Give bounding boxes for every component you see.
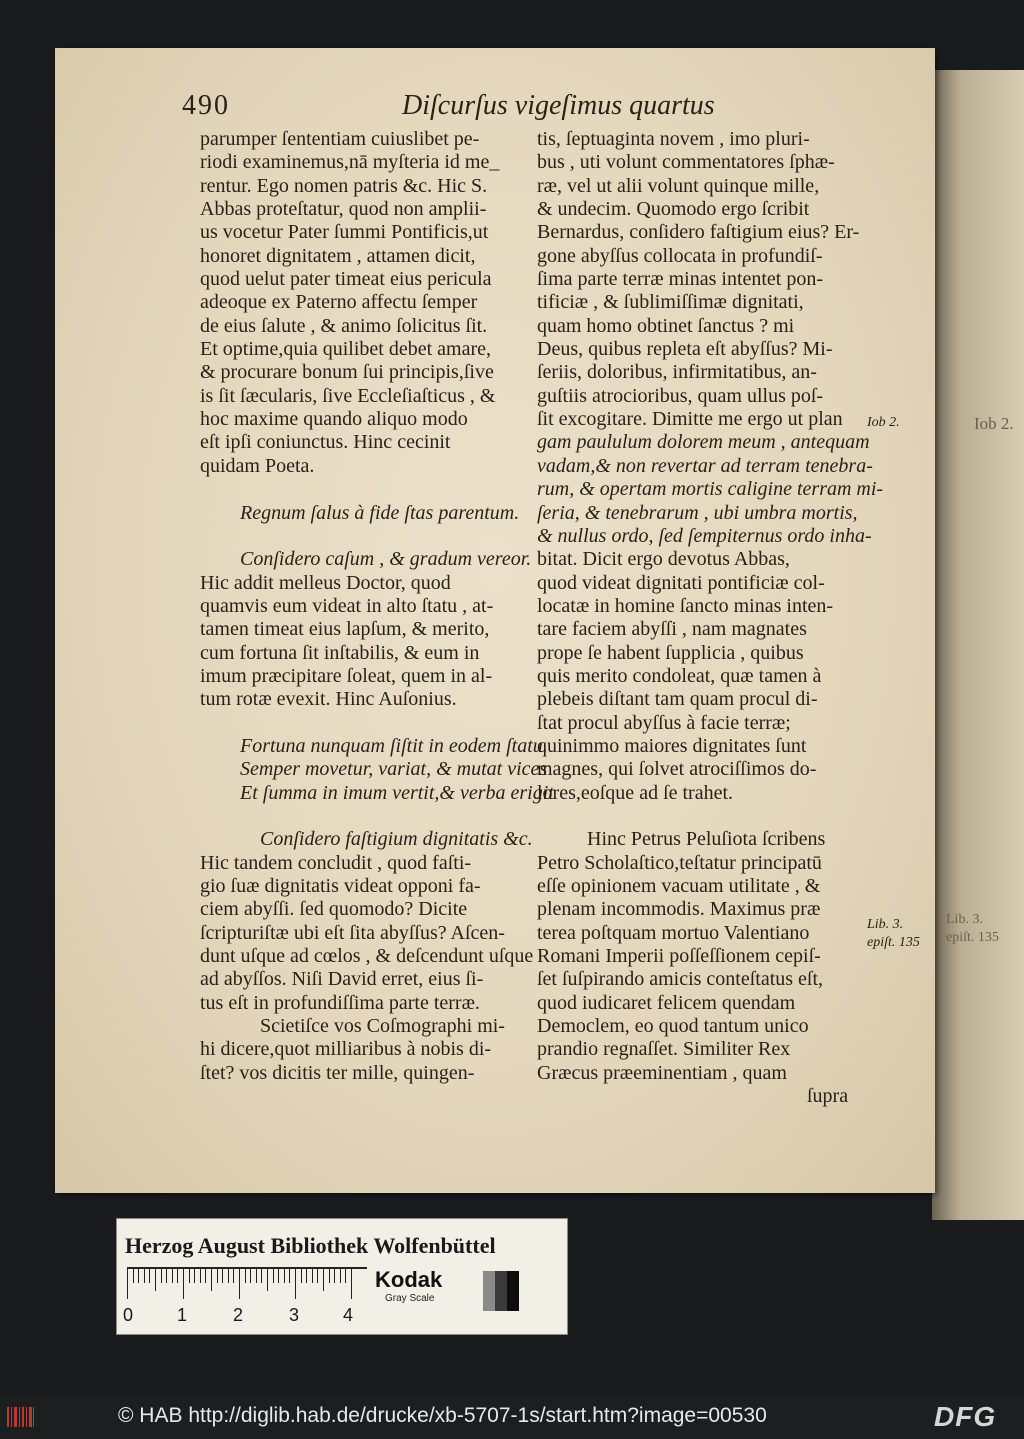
ruler-tick — [323, 1269, 324, 1291]
text-line: imum præcipitare ſoleat, quem in al- — [200, 664, 493, 687]
text-line: tum rotæ evexit. Hinc Auſonius. — [200, 688, 457, 711]
text-line: ciem abyſſi. ſed quomodo? Dicite — [200, 898, 468, 921]
text-line: Hic addit melleus Doctor, quod — [200, 571, 451, 594]
text-line: Romani Imperii poſſeſſionem cepiſ- — [537, 945, 821, 968]
ruler-tick — [228, 1269, 229, 1283]
ruler-tick — [250, 1269, 251, 1283]
text-line: quam homo obtinet ſanctus ? mi — [537, 314, 795, 337]
text-line: tamen timeat eius lapſum, & merito, — [200, 618, 490, 641]
text-line: eſt ipſi coniunctus. Hinc cecinit — [200, 431, 451, 454]
ruler-tick — [273, 1269, 274, 1283]
text-line: & undecim. Quomodo ergo ſcribit — [537, 198, 810, 221]
text-line: ſcripturiſtæ ubi eſt ſita abyſſus? Aſcen- — [200, 921, 505, 944]
text-line: ſeriis, doloribus, infirmitatibus, an- — [537, 361, 817, 384]
text-line: Abbas proteſtatur, quod non amplii- — [200, 198, 487, 221]
ruler-tick — [189, 1269, 190, 1283]
ruler-tick — [340, 1269, 341, 1283]
ruler-label: 0 — [123, 1305, 134, 1325]
viewer-footer — [0, 1395, 1024, 1439]
ruler-label: 3 — [289, 1305, 300, 1325]
text-line: Et optime,quia quilibet debet amare, — [200, 338, 492, 361]
copyright-link[interactable]: © HAB http://diglib.hab.de/drucke/xb-5707-1s/start.htm?image=00530 — [118, 1404, 767, 1427]
ruler-tick — [177, 1269, 178, 1283]
ruler-tick — [267, 1269, 268, 1291]
gray-patch — [483, 1271, 495, 1311]
text-line: magnes, qui ſolvet atrociſſimos do- — [537, 758, 817, 781]
text-line: Conſidero caſum , & gradum vereor. — [240, 548, 532, 571]
ruler-tick — [295, 1269, 296, 1299]
text-line: ſima parte terræ minas intentet pon- — [537, 268, 824, 291]
text-line: quis merito condoleat, quæ tamen à — [537, 664, 822, 687]
ruler-tick — [334, 1269, 335, 1283]
text-line: eſſe opinionem vacuam utilitate , & — [537, 875, 821, 897]
text-line: hoc maxime quando aliquo modo — [200, 408, 468, 431]
adjacent-page-edge — [932, 70, 1024, 1220]
ruler-tick — [284, 1269, 285, 1283]
blank-line — [200, 525, 530, 548]
ruler-tick — [239, 1269, 240, 1299]
text-line: Fortuna nunquam ſiſtit in eodem ſtatu. — [240, 734, 548, 757]
text-line: tare faciem abyſſi , nam magnates — [537, 618, 807, 641]
text-line: ſupra — [807, 1085, 849, 1108]
text-line: ræ, vel ut alii volunt quinque mille, — [537, 174, 820, 197]
ruler-tick — [166, 1269, 167, 1283]
text-line: locatæ in homine ſancto minas inten- — [537, 594, 834, 617]
text-line: quod iudicaret felicem quendam — [537, 991, 796, 1014]
text-line: lores,eoſque ad ſe trahet. — [537, 781, 734, 804]
text-line: quidam Poeta. — [200, 454, 315, 477]
ruler-tick — [351, 1269, 352, 1299]
text-line: Democlem, eo quod tantum unico — [537, 1015, 809, 1038]
text-line: quamvis eum videat in alto ſtatu , at- — [200, 594, 494, 617]
ruler-tick — [245, 1269, 246, 1283]
text-line: quod uelut pater timeat eius pericula — [200, 268, 492, 291]
ruler-tick — [301, 1269, 302, 1283]
book-page — [55, 48, 935, 1193]
text-line: parumper ſententiam cuiuslibet pe- — [200, 128, 480, 150]
text-line: Hic tandem concludit , quod faſti- — [200, 851, 472, 874]
gray-scale-label: Gray Scale — [385, 1293, 435, 1304]
text-line: Scietiſce vos Coſmographi mi- — [260, 1015, 505, 1038]
ruler-tick — [138, 1269, 139, 1283]
margin-note-epist: epiſt. 135 — [867, 935, 920, 950]
adjacent-page-margin-note: Lib. 3. — [946, 912, 983, 927]
ruler-tick — [217, 1269, 218, 1283]
ruler-tick — [289, 1269, 290, 1283]
ruler-tick — [161, 1269, 162, 1283]
text-line: gio ſuæ dignitatis videat opponi fa- — [200, 875, 481, 897]
adjacent-page-margin-note: epiſt. 135 — [946, 930, 999, 945]
running-title: Diſcurſus vigeſimus quartus — [402, 90, 715, 121]
ruler-tick — [127, 1269, 128, 1299]
text-line: bus , uti volunt commentatores ſphæ- — [537, 151, 835, 174]
text-line: plenam incommodis. Maximus præ — [537, 898, 821, 921]
margin-note-lib: Lib. 3. — [867, 917, 904, 932]
ruler-tick — [317, 1269, 318, 1283]
ruler-tick — [345, 1269, 346, 1283]
text-line: rentur. Ego nomen patris &c. Hic S. — [200, 174, 488, 197]
text-line: ſtet? vos dicitis ter mille, quingen- — [200, 1061, 475, 1084]
ruler-tick — [205, 1269, 206, 1283]
gray-patch — [495, 1271, 507, 1311]
blank-line — [200, 478, 530, 501]
running-head — [55, 90, 935, 126]
text-line: ſet ſuſpirando amicis conteſtatus eſt, — [537, 968, 824, 991]
text-line: guſtiis atrocioribus, quam ullus poſ- — [537, 384, 824, 407]
ruler-tick — [222, 1269, 223, 1283]
text-line: Hinc Petrus Peluſiota ſcribens — [587, 828, 826, 851]
ruler-tick — [183, 1269, 184, 1299]
ruler-tick — [211, 1269, 212, 1291]
ruler-label: 4 — [343, 1305, 354, 1325]
text-line: Petro Scholaſtico,teſtatur principatū — [537, 851, 822, 874]
text-line: ſtat procul abyſſus à facie terræ; — [537, 711, 791, 734]
text-line: prandio regnaſſet. Similiter Rex — [537, 1038, 791, 1061]
kodak-logo: Kodak — [375, 1267, 443, 1292]
library-name: Herzog August Bibliothek Wolfenbüttel — [125, 1233, 496, 1258]
text-column-left — [200, 128, 554, 1085]
text-line: hi dicere,quot milliaribus à nobis di- — [200, 1038, 492, 1061]
ruler-tick — [194, 1269, 195, 1283]
text-line: gone abyſſus collocata in profundiſ- — [537, 244, 823, 267]
text-line: prope ſe habent ſupplicia , quibus — [537, 641, 804, 664]
text-line: Deus, quibus repleta eſt abyſſus? Mi- — [537, 338, 833, 361]
text-line: plebeis diſtant tam quam procul di- — [537, 688, 818, 711]
text-line: dunt uſque ad cœlos , & deſcendunt uſque — [200, 945, 534, 968]
text-line: tificiæ , & ſublimiſſimæ dignitati, — [537, 291, 804, 314]
text-line: tus eſt in profundiſſima parte terræ. — [200, 991, 480, 1014]
adjacent-page-margin-note: Iob 2. — [974, 414, 1014, 433]
ruler-tick — [306, 1269, 307, 1283]
text-line: ſit excogitare. Dimitte me ergo ut plan — [537, 408, 843, 431]
text-line: ad abyſſos. Niſi David erret, eius ſi- — [200, 968, 484, 991]
text-line: ſeria, & tenebrarum , ubi umbra mortis, — [537, 501, 858, 524]
ruler-tick — [312, 1269, 313, 1283]
ruler-tick — [155, 1269, 156, 1291]
text-line: Conſidero faſtigium dignitatis &c. — [260, 828, 533, 851]
blank-line — [537, 805, 877, 828]
text-line: tis, ſeptuaginta novem , imo pluri- — [537, 128, 810, 150]
text-line: & nullus ordo, ſed ſempiternus ordo inha- — [537, 524, 872, 547]
ruler-tick — [261, 1269, 262, 1283]
text-line: adeoque ex Paterno affectu ſemper — [200, 291, 478, 314]
text-line: terea poſtquam mortuo Valentiano — [537, 921, 810, 944]
text-line: honoret dignitatem , attamen dicit, — [200, 244, 476, 267]
text-line: Regnum ſalus à fide ſtas parentum. — [240, 501, 520, 524]
gray-patch — [507, 1271, 519, 1311]
text-line: & procurare bonum ſui principis,ſive — [200, 361, 494, 384]
text-line: gam paululum dolorem meum , antequam — [537, 431, 870, 454]
ruler-tick — [200, 1269, 201, 1283]
barcode-icon — [6, 1405, 36, 1429]
text-line: bitat. Dicit ergo devotus Abbas, — [537, 548, 790, 571]
text-line: Semper movetur, variat, & mutat vices — [240, 758, 548, 781]
color-reference-card — [116, 1218, 568, 1335]
ruler-tick — [172, 1269, 173, 1283]
text-line: cum fortuna ſit inſtabilis, & eum in — [200, 641, 480, 664]
text-line: quod videat dignitati pontificiæ col- — [537, 571, 825, 594]
text-line: rum, & opertam mortis caligine terram mi- — [537, 478, 884, 501]
ruler-tick — [329, 1269, 330, 1283]
ruler-tick — [233, 1269, 234, 1283]
scale-ruler — [127, 1267, 367, 1299]
ruler-tick — [256, 1269, 257, 1283]
text-line: Bernardus, conſidero faſtigium eius? Er- — [537, 221, 860, 244]
dfg-logo: DFG — [934, 1401, 997, 1432]
page-number: 490 — [182, 90, 230, 121]
blank-line — [200, 805, 530, 828]
ruler-label: 1 — [177, 1305, 188, 1325]
ruler-tick — [149, 1269, 150, 1283]
text-line: de eius ſalute , & animo ſolicitus ſit. — [200, 314, 488, 337]
text-line: Græcus præeminentiam , quam — [537, 1061, 787, 1084]
ruler-tick — [278, 1269, 279, 1283]
margin-note-job: Iob 2. — [867, 415, 900, 430]
text-line: us vocetur Pater ſummi Pontificis,ut — [200, 221, 489, 244]
ruler-tick — [144, 1269, 145, 1283]
blank-line — [200, 712, 530, 735]
text-line: is ſit ſæcularis, ſive Eccleſiaſticus , & — [200, 384, 496, 407]
ruler-label: 2 — [233, 1305, 244, 1325]
text-line: vadam,& non revertar ad terram tenebra- — [537, 454, 873, 477]
text-line: riodi examinemus,nā myſteria id me_ — [200, 151, 500, 174]
text-line: quinimmo maiores dignitates ſunt — [537, 734, 807, 757]
text-line: Et ſumma in imum vertit,& verba erigit — [240, 781, 554, 804]
ruler-tick — [133, 1269, 134, 1283]
